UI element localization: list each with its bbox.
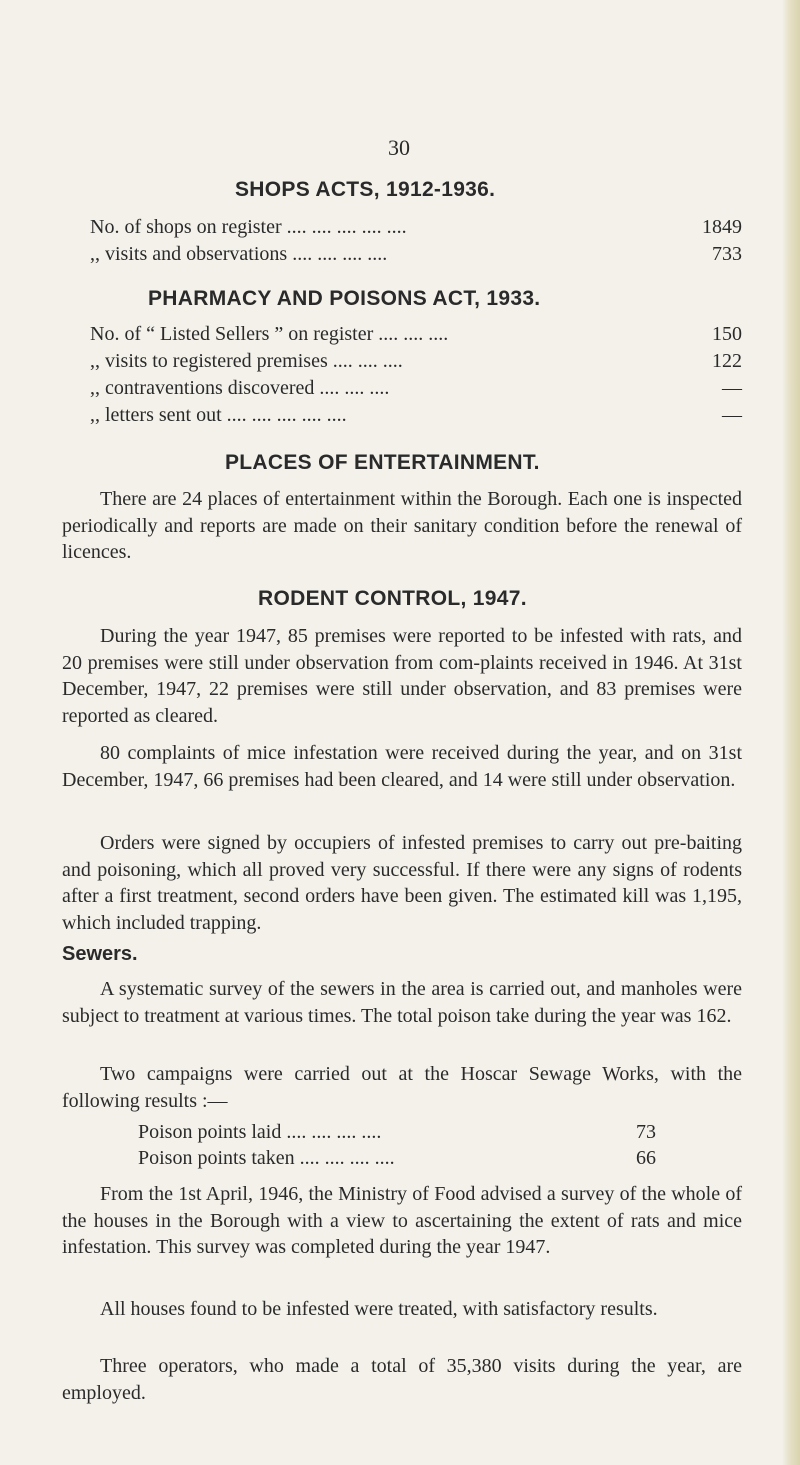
row-label: ,, visits to registered premises .... .... ....: [90, 350, 403, 372]
sewers-paragraph: [62, 1061, 742, 1114]
pharmacy-row: [90, 404, 742, 430]
row-value: —: [722, 404, 742, 426]
paragraph-text: Orders were signed by occupiers of infested premises to carry out pre-baiting and poisoning, which all proved very successful. If there were any signs of rodents after a first treatment, second orders have been given. The estimated kill was 1,195, which included trapping.: [62, 832, 742, 934]
row-label: ,, contraventions discovered .... .... ....: [90, 377, 390, 399]
page-number: 30: [388, 135, 410, 160]
paragraph-text: 80 complaints of mice infestation were received during the year, and on 31st December, 1947, 66 premises had been cleared, and 14 were still under observation.: [62, 742, 742, 791]
paragraph-text: From the 1st April, 1946, the Ministry of Food advised a survey of the whole of the houses in the Borough with a view to ascertaining the extent of rats and mice infestation. This survey was completed during the year 1947.: [62, 1183, 742, 1258]
row-value: 1849: [702, 216, 742, 238]
entertainment-paragraph: [62, 486, 742, 566]
row-value: 73: [636, 1121, 656, 1143]
sewers-paragraph: [62, 1353, 742, 1406]
row-label: Poison points taken .... .... .... ....: [138, 1147, 395, 1169]
paragraph-text: A systematic survey of the sewers in the area is carried out, and manholes were subject to treatment at various times. The total poison take during the year was 162.: [62, 978, 742, 1027]
row-value: —: [722, 377, 742, 399]
row-value: 122: [712, 350, 742, 372]
entertainment-heading: PLACES OF ENTERTAINMENT.: [225, 451, 540, 474]
paragraph-text: There are 24 places of entertainment within the Borough. Each one is inspected periodically and reports are made on their sanitary condition before the renewal of licences.: [62, 488, 742, 563]
row-label: ,, letters sent out .... .... .... .... ....: [90, 404, 347, 426]
shops-heading: SHOPS ACTS, 1912-1936.: [235, 178, 496, 201]
shops-row: [90, 243, 742, 269]
sewers-paragraph: [62, 1296, 742, 1323]
row-value: 733: [712, 243, 742, 265]
paragraph-text: Two campaigns were carried out at the Hoscar Sewage Works, with the following results :—: [62, 1063, 742, 1112]
paragraph-text: During the year 1947, 85 premises were reported to be infested with rats, and 20 premises were still under observation from com-plaints received in 1946. At 31st December, 1947, 22 premises were still under observation, and 83 premises were reported as cleared.: [62, 625, 742, 727]
row-label: Poison points laid .... .... .... ....: [138, 1121, 382, 1143]
row-label: No. of “ Listed Sellers ” on register .... .... ....: [90, 323, 449, 345]
sewers-paragraph: [62, 1181, 742, 1261]
sewers-row: [138, 1147, 656, 1173]
paragraph-text: Three operators, who made a total of 35,380 visits during the year, are employed.: [62, 1355, 742, 1404]
sewers-paragraph: [62, 976, 742, 1029]
pharmacy-row: [90, 350, 742, 376]
paragraph-text: All houses found to be infested were treated, with satisfactory results.: [100, 1298, 658, 1320]
sewers-heading: Sewers.: [62, 943, 138, 965]
pharmacy-heading: PHARMACY AND POISONS ACT, 1933.: [148, 287, 541, 310]
rodent-paragraph: [62, 740, 742, 793]
row-value: 150: [712, 323, 742, 345]
row-label: No. of shops on register .... .... .... .... ....: [90, 216, 407, 238]
pharmacy-row: [90, 377, 742, 403]
row-label: ,, visits and observations .... .... .... ....: [90, 243, 388, 265]
page-edge-shadow: [782, 0, 800, 1465]
shops-row: [90, 216, 742, 242]
row-value: 66: [636, 1147, 656, 1169]
rodent-paragraph: [62, 830, 742, 936]
pharmacy-row: [90, 323, 742, 349]
rodent-paragraph: [62, 623, 742, 729]
rodent-heading: RODENT CONTROL, 1947.: [258, 587, 527, 610]
sewers-row: [138, 1121, 656, 1147]
